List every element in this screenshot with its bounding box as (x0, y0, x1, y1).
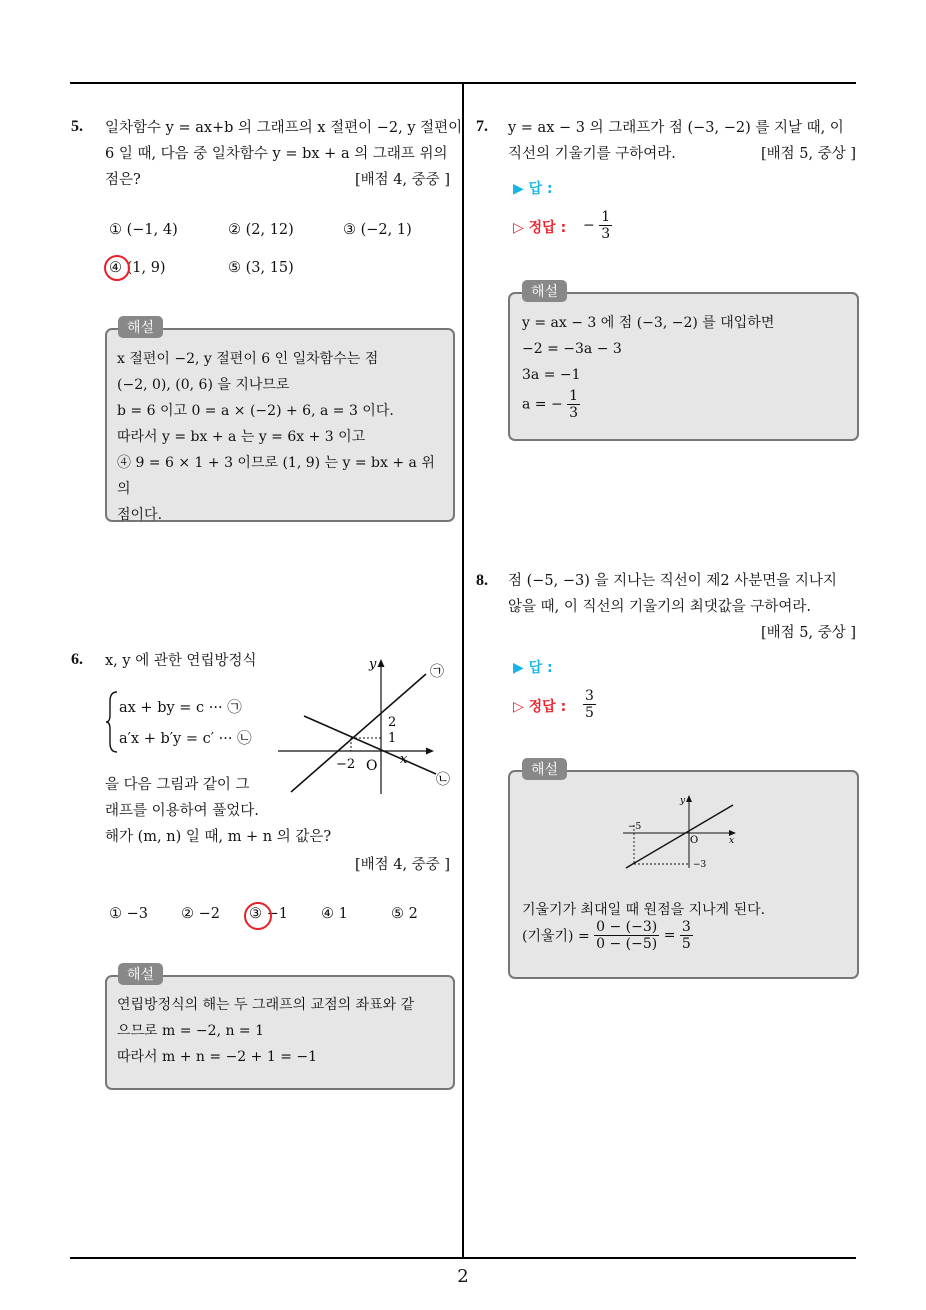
q6-selected-mark (244, 902, 272, 930)
q6-choice-3[interactable]: ③ −1 (249, 906, 288, 922)
q8-correct-den: 5 (585, 705, 594, 721)
q5-choice-3[interactable]: ③ (−2, 1) (343, 222, 412, 238)
q6-origin-label: O (366, 758, 378, 774)
q6-choice-2[interactable]: ② −2 (181, 906, 220, 922)
q8-number: 8. (476, 572, 488, 589)
q7-correct-value (583, 209, 612, 242)
q6-tick-y1: 1 (388, 731, 397, 746)
q5-solution-line: (−2, 0), (0, 6) 을 지나므로 (117, 377, 290, 393)
column-divider (462, 83, 464, 1258)
q6-y-label: y (369, 657, 377, 672)
q7-answer-label: ▶ 답 : (513, 181, 553, 197)
q8-solution-den2: 5 (681, 936, 691, 952)
q8-text-line1: 점 (−5, −3) 을 지나는 직선이 제2 사분면을 지나지 (508, 573, 837, 589)
q6-line-1-label: ㉠ (430, 664, 444, 680)
q6-equation-2: a′x + b′y = c′ ··· ㉡ (119, 731, 252, 747)
q5-solution-line: ④ 9 = 6 × 1 + 3 이므로 (1, 9) 는 y = bx + a 위의 (117, 455, 435, 497)
q5-solution-line: 따라서 y = bx + a 는 y = 6x + 3 이고 (117, 429, 366, 445)
q7-text-line2: 직선의 기울기를 구하여라. (508, 146, 676, 162)
q5-text-line2: 6 일 때, 다음 중 일차함수 y = bx + a 의 그래프 위의 (105, 146, 448, 162)
q7-solution-line: 3a = −1 (522, 367, 581, 383)
q8-answer-label: ▶ 답 : (513, 660, 553, 676)
q8-solution-den: 0 − (−5) (596, 936, 658, 952)
q5-selected-mark (104, 255, 130, 281)
q8-line (626, 805, 733, 868)
q7-number: 7. (476, 118, 488, 135)
q6-choice-5[interactable]: ⑤ 2 (391, 906, 418, 922)
q5-number: 5. (71, 118, 83, 135)
q6-graph (276, 656, 456, 796)
q6-choice-4[interactable]: ④ 1 (321, 906, 348, 922)
q6-text-line3: 래프를 이용하여 풀었다. (105, 803, 259, 819)
q6-solution-tag: 해설 (118, 963, 163, 985)
q8-solution-line: 기울기가 최대일 때 원점을 지나게 된다. (522, 902, 766, 918)
q8-origin-label: O (690, 835, 699, 846)
q7-solution-fraction (567, 388, 580, 421)
page-number: 2 (457, 1266, 469, 1287)
q7-correct-label: ▷ 정답 : (513, 220, 567, 236)
q8-graph (618, 792, 748, 872)
q5-meta: [배점 4, 중중 ] (354, 172, 450, 188)
q8-correct-fraction (583, 688, 596, 721)
q5-solution-line: x 절편이 −2, y 절편이 6 인 일차함수는 점 (117, 351, 379, 367)
q7-correct-den: 3 (601, 226, 611, 242)
q8-correct-num: 3 (585, 688, 594, 704)
system-brace-icon (105, 691, 119, 753)
q8-solution-eq: = (663, 927, 676, 944)
q7-correct-sign: − (583, 217, 595, 234)
q8-solution-num2: 3 (681, 919, 691, 935)
q8-tick-x: −5 (628, 822, 642, 832)
q6-x-label: x (400, 752, 408, 767)
q5-choice-2[interactable]: ② (2, 12) (228, 222, 294, 238)
q8-text-line2: 않을 때, 이 직선의 기울기의 최댓값을 구하여라. (508, 599, 812, 615)
q8-solution-tag: 해설 (522, 758, 567, 780)
q8-correct-value (583, 688, 596, 721)
q6-line-1 (291, 674, 426, 792)
q8-solution-formula (522, 919, 693, 952)
q6-choice-1[interactable]: ① −3 (109, 906, 148, 922)
q6-text-line4: 해가 (m, n) 일 때, m + n 의 값은? (105, 829, 332, 845)
q7-solution-line (522, 388, 848, 421)
q5-text-line1: 일차함수 y = ax+b 의 그래프의 x 절편이 −2, y 절편이 (105, 120, 463, 136)
q7-correct-num: 1 (601, 209, 611, 225)
q6-solution-line: 으므로 m = −2, n = 1 (117, 1023, 265, 1039)
q6-y-arrow-icon (378, 659, 385, 667)
q5-solution-text (117, 346, 443, 528)
q6-line-2-label: ㉡ (436, 772, 450, 788)
q5-text-line3: 점은? (105, 172, 141, 188)
q7-solution-tag: 해설 (522, 280, 567, 302)
q8-solution-fraction-2 (680, 919, 693, 952)
q7-text-line1: y = ax − 3 의 그래프가 점 (−3, −2) 를 지날 때, 이 (508, 120, 844, 136)
q7-solution-num: 1 (569, 388, 579, 404)
q8-tick-y: −3 (693, 860, 707, 870)
q5-solution-line: 점이다. (117, 507, 163, 523)
q6-text-line2: 을 다음 그림과 같이 그 (105, 777, 250, 793)
q5-choice-4[interactable]: ④ (1, 9) (109, 260, 166, 276)
q8-correct-label: ▷ 정답 : (513, 699, 567, 715)
q8-solution-fraction-1 (594, 919, 659, 952)
q8-solution-prefix: (기울기) = (522, 928, 590, 945)
q6-x-arrow-icon (426, 748, 434, 755)
q7-solution-line: −2 = −3a − 3 (522, 341, 622, 357)
q5-solution-tag: 해설 (118, 316, 163, 338)
bottom-rule (70, 1257, 856, 1259)
q7-solution-text (522, 310, 848, 421)
q5-choice-5[interactable]: ⑤ (3, 15) (228, 260, 294, 276)
q6-meta: [배점 4, 중중 ] (354, 857, 450, 873)
q6-solution-text (117, 992, 443, 1070)
q8-y-arrow-icon (686, 795, 692, 802)
q5-solution-line: b = 6 이고 0 = a × (−2) + 6, a = 3 이다. (117, 403, 394, 419)
q7-correct-fraction (599, 209, 612, 242)
q8-y-label: y (680, 796, 686, 806)
q6-equation-1: ax + by = c ··· ㉠ (119, 700, 242, 716)
q6-tick-x: −2 (336, 757, 356, 772)
q6-solution-line: 따라서 m + n = −2 + 1 = −1 (117, 1049, 318, 1065)
q7-meta: [배점 5, 중상 ] (760, 146, 856, 162)
q6-tick-y2: 2 (388, 715, 397, 730)
q7-solution-line: y = ax − 3 에 점 (−3, −2) 를 대입하면 (522, 315, 775, 331)
q5-choice-1[interactable]: ① (−1, 4) (109, 222, 178, 238)
q6-text-line1: x, y 에 관한 연립방정식 (105, 653, 257, 669)
q7-solution-lhs: a = − (522, 396, 563, 413)
q7-solution-den: 3 (569, 405, 579, 421)
q8-x-label: x (729, 836, 735, 846)
q8-meta: [배점 5, 중상 ] (760, 625, 856, 641)
q6-number: 6. (71, 651, 83, 668)
q8-solution-num: 0 − (−3) (596, 919, 658, 935)
q6-solution-line: 연립방정식의 해는 두 그래프의 교점의 좌표와 같 (117, 997, 415, 1013)
